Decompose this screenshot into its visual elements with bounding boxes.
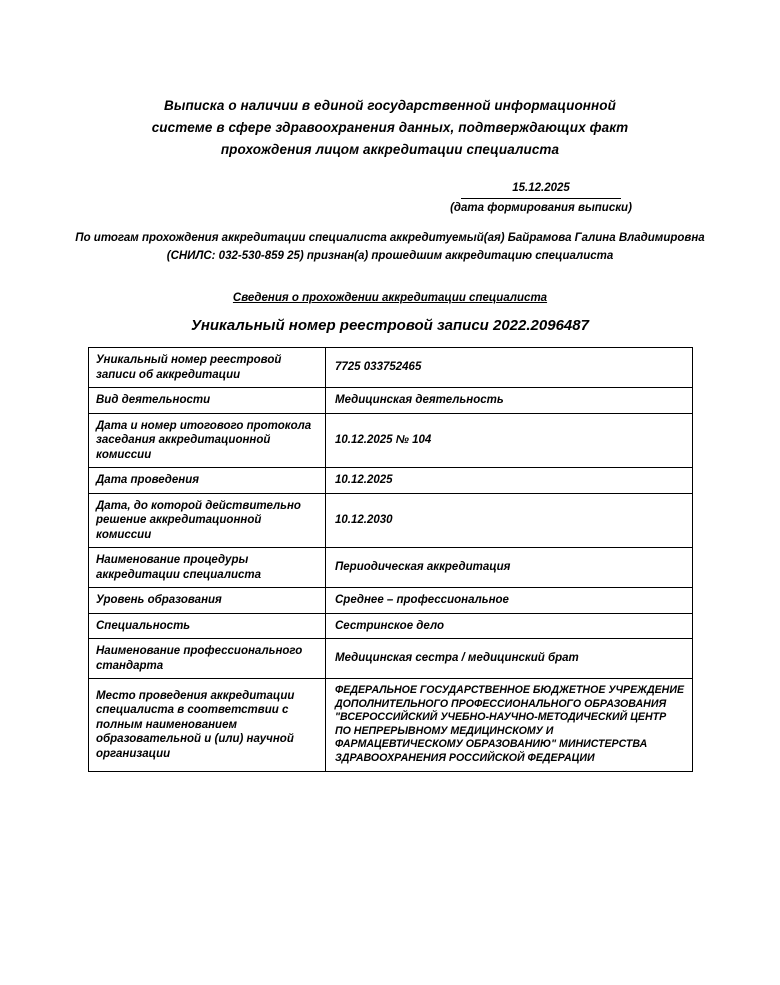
row-value: 10.12.2030 [326,493,693,548]
table-row [89,348,693,388]
document-page [0,95,780,985]
row-label: Специальность [89,613,326,639]
accreditation-summary-paragraph: По итогам прохождения аккредитации специалиста аккредитуемый(ая) Байрамова Галина Владимировна (СНИЛС: 032-530-859 25) признан(а) прошедшим аккредитацию специалиста [75,232,705,262]
table-row [89,548,693,588]
row-value: Сестринское дело [326,613,693,639]
row-label: Наименование процедуры аккредитации специалиста [89,548,326,588]
section-heading: Сведения о прохождении аккредитации специалиста [232,292,548,304]
row-value: 10.12.2025 [326,468,693,494]
row-label: Вид деятельности [89,388,326,414]
table-row [89,493,693,548]
row-label: Дата, до которой действительно решение аккредитационной комиссии [89,493,326,548]
row-value: Медицинская деятельность [326,388,693,414]
table-row [89,388,693,414]
row-value: Медицинская сестра / медицинский брат [326,639,693,679]
issue-date-caption: (дата формирования выписки) [450,202,632,214]
row-label: Наименование профессионального стандарта [89,639,326,679]
issue-date-block [433,181,649,215]
row-value: 7725 033752465 [326,348,693,388]
row-value: Периодическая аккредитация [326,548,693,588]
registry-number-heading: Уникальный номер реестровой записи 2022.2096487 [191,317,589,334]
table-row [89,468,693,494]
row-value: Среднее – профессиональное [326,588,693,614]
table-row [89,639,693,679]
row-label: Дата и номер итогового протокола заседания аккредитационной комиссии [89,413,326,468]
row-label: Уровень образования [89,588,326,614]
table-row [89,679,693,772]
row-label: Уникальный номер реестровой записи об аккредитации [89,348,326,388]
row-value: ФЕДЕРАЛЬНОЕ ГОСУДАРСТВЕННОЕ БЮДЖЕТНОЕ УЧРЕЖДЕНИЕ ДОПОЛНИТЕЛЬНОГО ПРОФЕССИОНАЛЬНОГО ОБРАЗОВАНИЯ "ВСЕРОССИЙСКИЙ УЧЕБНО-НАУЧНО-МЕТОДИЧЕСКИЙ ЦЕНТР ПО НЕПРЕРЫВНОМУ МЕДИЦИНСКОМУ И ФАРМАЦЕВТИЧЕСКОМУ ОБРАЗОВАНИЮ" МИНИСТЕРСТВА ЗДРАВООХРАНЕНИЯ РОССИЙСКОЙ ФЕДЕРАЦИИ [326,679,693,772]
table-row [89,613,693,639]
table-row [89,413,693,468]
row-value: 10.12.2025 № 104 [326,413,693,468]
row-label: Дата проведения [89,468,326,494]
document-title: Выписка о наличии в единой государственной информационной системе в сфере здравоохранения данных, подтверждающих факт прохождения лицом аккредитации специалиста [151,98,629,157]
row-label: Место проведения аккредитации специалиста в соответствии с полным наименованием образовательной и (или) научной организации [89,679,326,772]
issue-date-value: 15.12.2025 [512,182,570,194]
accreditation-details-table [88,347,693,772]
accreditation-table-body [89,348,693,772]
table-row [89,588,693,614]
